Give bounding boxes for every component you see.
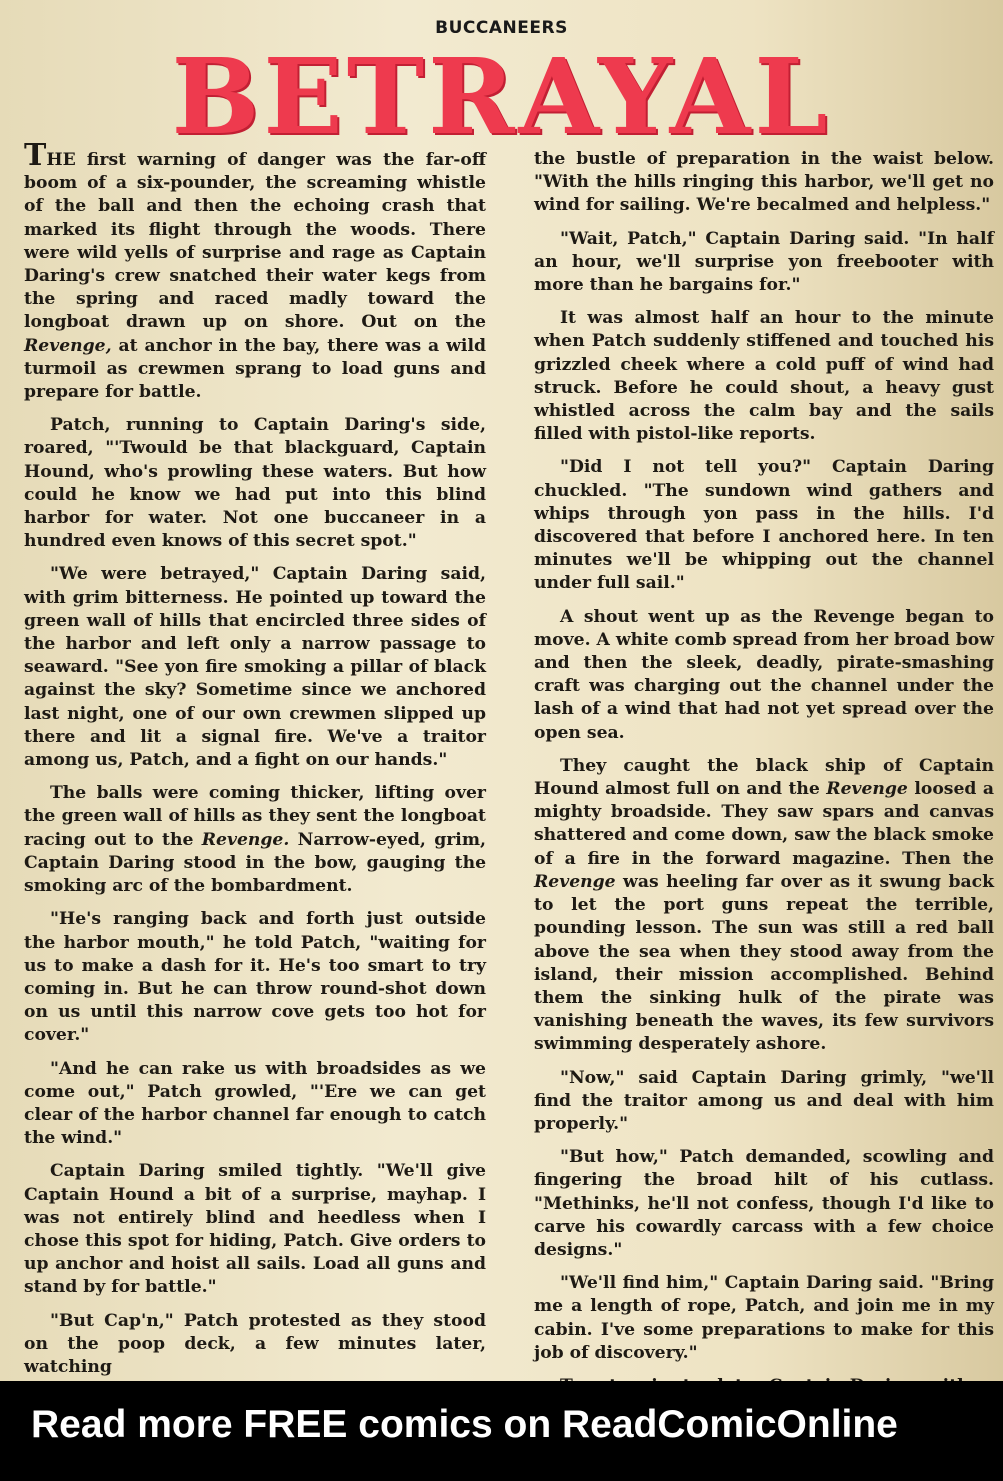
story-title: BETRAYAL xyxy=(171,35,832,158)
paragraph: the bustle of preparation in the waist below. "With the hills ringing this harbor, we'll get no wind for sailing. We're becalmed and helpless." xyxy=(534,149,994,216)
paragraph: "He's ranging back and forth just outside the harbor mouth," he told Patch, "waiting for us to make a dash for it. He's too smart to try coming in. But he can throw round-shot down on us until this narrow cove gets too hot for cover." xyxy=(24,909,486,1046)
paragraph: "But how," Patch demanded, scowling and fingering the broad hilt of his cutlass. "Methinks, he'll not confess, though I'd like to carve his cowardly carcass with a few choice designs." xyxy=(534,1147,994,1260)
paragraph: "Did I not tell you?" Captain Daring chuckled. "The sundown wind gathers and whips through yon pass in the hills. I'd discovered that before I anchored here. In ten minutes we'll be whipping out the channel under full sail." xyxy=(534,457,994,594)
paragraph: They caught the black ship of Captain Hound almost full on and the Revenge loosed a mighty broadside. They saw spars and canvas shattered and come down, saw the black smoke of a fire in the forward magazine. Then the Revenge was heeling far over as it swung back to let the port guns repeat the terrible, pounding lesson. The sun was still a red ball above the sea when they stood away from the island, their mission accomplished. Behind them the sinking hulk of the pirate was vanishing beneath the waves, its few survivors swimming desperately ashore. xyxy=(534,755,994,1055)
paragraph: "We'll find him," Captain Daring said. "Bring me a length of rope, Patch, and join me in my cabin. I've some preparations to make for this job of discovery." xyxy=(534,1273,994,1363)
right-column xyxy=(534,148,994,1408)
series-header: BUCCANEERS xyxy=(435,18,568,38)
paragraph: Patch, running to Captain Daring's side, roared, "'Twould be that blackguard, Captain Hound, who's prowling these waters. But how could he know we had put into this blind harbor for water. Not one buccaneer in a hundred even knows of this secret spot." xyxy=(24,415,486,552)
paragraph: "But Cap'n," Patch protested as they stood on the poop deck, a few minutes later, watching xyxy=(24,1310,486,1377)
paragraph: "We were betrayed," Captain Daring said, with grim bitterness. He pointed up toward the green wall of hills that encircled three sides of the harbor and left only a narrow passage to seaward. "See yon fire smoking a pillar of black against the sky? Sometime since we anchored last night, one of our own crewmen slipped up there and lit a signal fire. We've a traitor among us, Patch, and a fight on our hands." xyxy=(24,564,486,771)
paragraph: "Now," said Captain Daring grimly, "we'll find the traitor among us and deal with him properly." xyxy=(534,1067,994,1134)
paragraph: It was almost half an hour to the minute when Patch suddenly stiffened and touched his grizzled cheek where a cold puff of wind had struck. Before he could shout, a heavy gust whistled across the calm bay and the sails filled with pistol-like reports. xyxy=(534,308,994,445)
paragraph: THE first warning of danger was the far-off boom of a six-pounder, the screaming whistle of the ball and then the echoing crash that marked its flight through the woods. There were wild yells of surprise and rage as Captain Daring's crew snatched their water kegs from the spring and raced madly toward the longboat drawn up on shore. Out on the Revenge, at anchor in the bay, there was a wild turmoil as crewmen sprang to load guns and prepare for battle. xyxy=(24,138,486,403)
paragraph: "And he can rake us with broadsides as we come out," Patch growled, "'Ere we can get clear of the harbor channel far enough to catch the wind." xyxy=(24,1058,486,1149)
footer-text: Read more FREE comics on ReadComicOnline xyxy=(31,1403,898,1446)
paragraph: Captain Daring smiled tightly. "We'll give Captain Hound a bit of a surprise, mayhap. I was not entirely blind and heedless when I chose this spot for hiding, Patch. Give orders to up anchor and hoist all sails. Load all guns and stand by for battle." xyxy=(24,1161,486,1298)
paragraph: A shout went up as the Revenge began to move. A white comb spread from her broad bow and then the sleek, deadly, pirate-smashing craft was charging out the channel under the lash of a wind that had not yet spread over the open sea. xyxy=(534,606,994,743)
left-column xyxy=(24,138,486,1389)
paragraph: "Wait, Patch," Captain Daring said. "In half an hour, we'll surprise yon freebooter with more than he bargains for." xyxy=(534,228,994,296)
paragraph: The balls were coming thicker, lifting over the green wall of hills as they sent the longboat racing out to the Revenge. Narrow-eyed, grim, Captain Daring stood in the bow, gauging the smoking arc of the bombardment. xyxy=(24,783,486,897)
